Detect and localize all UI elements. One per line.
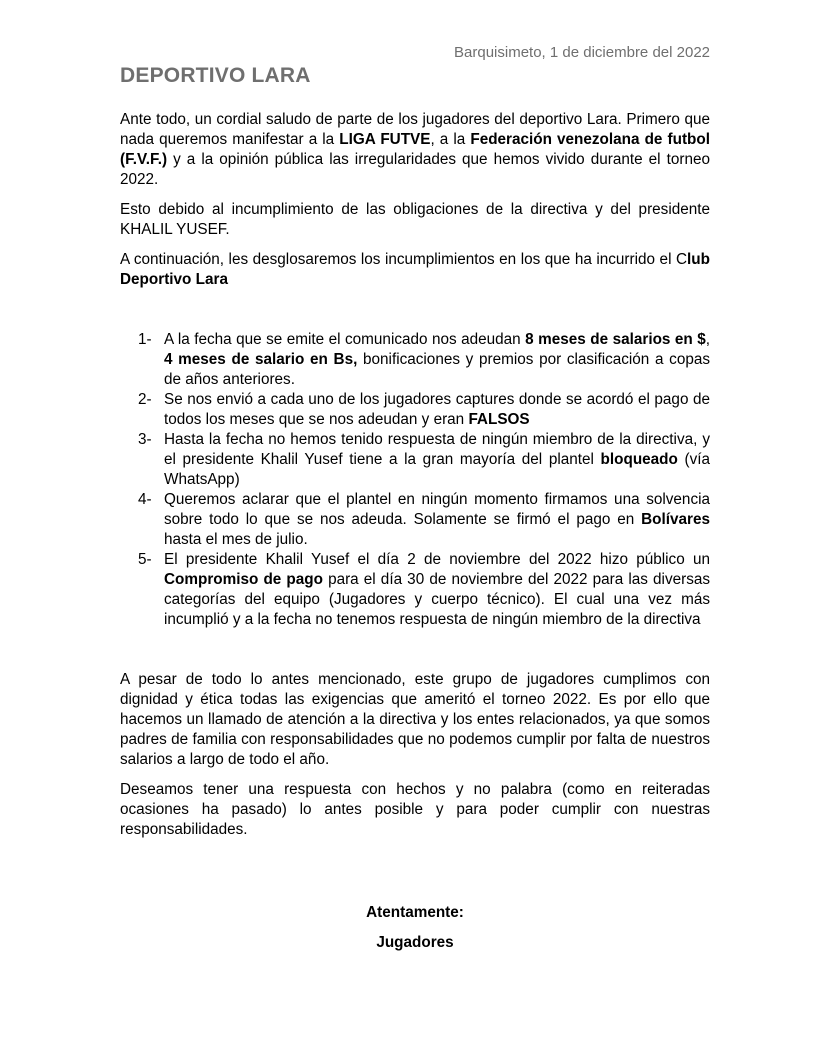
closing-salutation: Atentamente: bbox=[366, 904, 464, 921]
list-number: 4- bbox=[138, 491, 152, 508]
paragraph-text: y a la opinión pública las irregularidades que hemos vivido durante el torneo 2022. bbox=[120, 151, 710, 188]
list-text: bonificaciones y premios por clasificación a copas de años anteriores. bbox=[164, 351, 710, 388]
paragraph-text: , a la bbox=[430, 131, 471, 148]
list-item bbox=[120, 430, 710, 490]
list-text: hasta el mes de julio. bbox=[164, 531, 308, 548]
letter-body bbox=[120, 110, 710, 850]
list-text: para el día 30 de noviembre del 2022 para las diversas categorías del equipo (Jugadores y cuerpo técnico). El cual una vez más incumplió y a la fecha no tenemos respuesta de ningún miembro de la directiva bbox=[164, 571, 710, 628]
list-bold: bloqueado bbox=[600, 451, 678, 468]
list-bold: 8 meses de salarios en $ bbox=[525, 331, 706, 348]
list-item bbox=[120, 550, 710, 630]
list-text: El presidente Khalil Yusef el día 2 de noviembre del 2022 hizo público un bbox=[164, 551, 710, 568]
paragraph-text: A continuación, les desglosaremos los incumplimientos en los que ha incurrido el C bbox=[120, 251, 688, 268]
paragraph-request: Deseamos tener una respuesta con hechos y no palabra (como en reiteradas ocasiones ha pasado) lo antes posible y para poder cumplir con nuestras responsabilidades. bbox=[120, 781, 710, 838]
complaints-list bbox=[120, 330, 710, 630]
paragraph-despite: A pesar de todo lo antes mencionado, este grupo de jugadores cumplimos con dignidad y ética todas las exigencias que ameritó el torneo 2022. Es por ello que hacemos un llamado de atención a la directiva y los entes relacionados, ya que somos padres de familia con responsabilidades que no podemos cumplir por falta de nuestros salarios a largo de todo el año. bbox=[120, 671, 710, 768]
list-text: A la fecha que se emite el comunicado nos adeudan bbox=[164, 331, 526, 348]
list-bold: FALSOS bbox=[468, 411, 530, 428]
paragraph-text: Ante todo, un cordial saludo de parte de los jugadores del deportivo Lara. Primero que nada queremos manifestar a la bbox=[120, 111, 710, 148]
bold-club-name: lub Deportivo Lara bbox=[120, 251, 710, 288]
bold-liga-futve: LIGA FUTVE bbox=[339, 131, 431, 148]
list-text: Hasta la fecha no hemos tenido respuesta de ningún miembro de la directiva, y el presidente Khalil Yusef tiene a la gran mayoría del plantel bbox=[164, 431, 710, 468]
list-item bbox=[120, 490, 710, 550]
list-number: 3- bbox=[138, 431, 152, 448]
paragraph-breakdown bbox=[120, 250, 710, 290]
bold-federacion: Federación venezolana de futbol (F.V.F.) bbox=[120, 131, 710, 168]
list-text: Se nos envió a cada uno de los jugadores captures donde se acordó el pago de todos los meses que se nos adeudan y eran bbox=[164, 391, 710, 428]
letter-date: Barquisimeto, 1 de diciembre del 2022 bbox=[454, 44, 710, 61]
list-item bbox=[120, 390, 710, 430]
list-text: , bbox=[705, 331, 710, 348]
list-item bbox=[120, 330, 710, 390]
paragraph-reason: Esto debido al incumplimiento de las obligaciones de la directiva y del presidente KHALIL YUSEF. bbox=[120, 201, 710, 238]
paragraph-intro bbox=[120, 110, 710, 190]
closing-signature: Jugadores bbox=[376, 934, 454, 951]
list-number: 1- bbox=[138, 331, 152, 348]
list-number: 5- bbox=[138, 551, 152, 568]
letter-title: DEPORTIVO LARA bbox=[120, 64, 311, 87]
list-bold: Bolívares bbox=[641, 511, 710, 528]
list-text: Queremos aclarar que el plantel en ningún momento firmamos una solvencia sobre todo lo que se nos adeuda. Solamente se firmó el pago en bbox=[164, 491, 710, 528]
list-bold: Compromiso de pago bbox=[164, 571, 323, 588]
list-number: 2- bbox=[138, 391, 152, 408]
list-bold: 4 meses de salario en Bs, bbox=[164, 351, 358, 368]
list-text: (vía WhatsApp) bbox=[164, 451, 710, 488]
